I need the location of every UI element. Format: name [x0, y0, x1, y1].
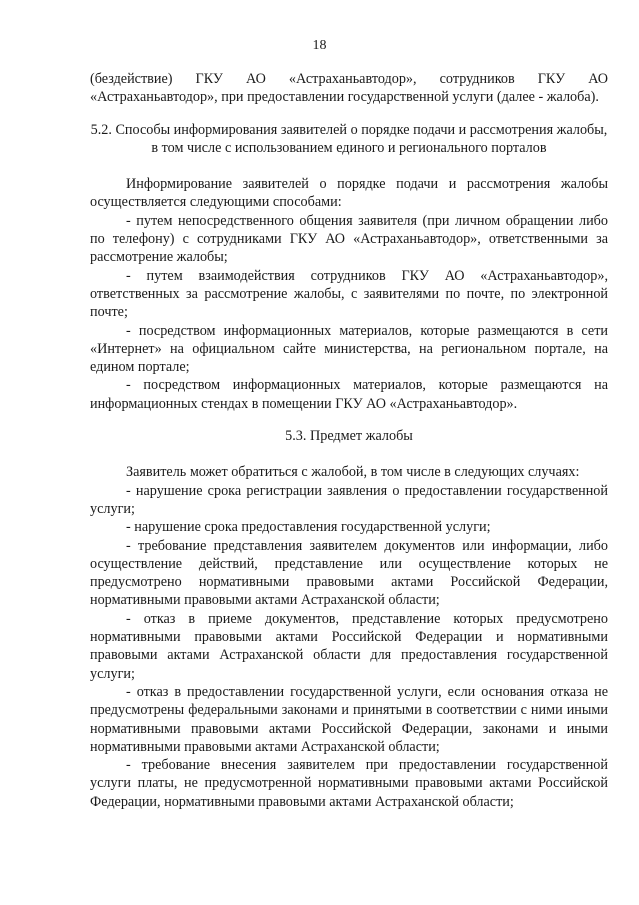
section-5-3-paragraph: - нарушение срока предоставления государственной услуги;: [126, 519, 491, 536]
section-5-2-heading: 5.2. Способы информирования заявителей о порядке подачи и рассмотрения жалобы, в том числе с использованием единого и регионального порталов: [90, 121, 608, 156]
section-5-3-paragraph: Заявитель может обратиться с жалобой, в том числе в следующих случаях:: [126, 464, 580, 481]
section-5-3-paragraph: - требование представления заявителем документов или информации, либо осуществление действий, представление или осуществление которых не предусмотрено нормативными правовыми актами Российской Федерации, нормативными правовыми актами Астраханской области;: [90, 537, 608, 609]
section-5-2-paragraph: - путем взаимодействия сотрудников ГКУ АО «Астраханьавтодор», ответственных за рассмотрение жалобы, с заявителями по почте, по электронной почте;: [90, 267, 608, 321]
document-body: [90, 70, 608, 811]
section-5-3-paragraph: - отказ в приеме документов, представление которых предусмотрено нормативными правовыми актами Российской Федерации и нормативными правовыми актами Астраханской области для предоставления государственной услуги;: [90, 610, 608, 682]
page-number: 18: [312, 38, 327, 53]
section-5-2-paragraph: - путем непосредственного общения заявителя (при личном обращении либо по телефону) с сотрудниками ГКУ АО «Астраханьавтодор», ответственными за рассмотрение жалобы;: [90, 212, 608, 266]
section-5-2-paragraph: - посредством информационных материалов, которые размещаются на информационных стендах в помещении ГКУ АО «Астраханьавтодор».: [90, 377, 608, 412]
intro-paragraph: (бездействие) ГКУ АО «Астраханьавтодор», сотрудников ГКУ АО «Астраханьавтодор», при предоставлении государственной услуги (далее - жалоба).: [90, 71, 608, 106]
section-5-2-paragraph: - посредством информационных материалов, которые размещаются в сети «Интернет» на официальном сайте министерства, на региональном портале, на едином портале;: [90, 322, 608, 376]
section-5-3-paragraph: - требование внесения заявителем при предоставлении государственной услуги платы, не предусмотренной нормативными правовыми актами Российской Федерации, нормативными правовыми актами Астраханской области;: [90, 757, 608, 810]
section-5-3-paragraph: - отказ в предоставлении государственной услуги, если основания отказа не предусмотрены федеральными законами и принятыми в соответствии с ними иными нормативными правовыми актами Российской Федерации, законами и иными нормативными правовыми актами Астраханской области;: [90, 683, 608, 755]
section-5-2-paragraph: Информирование заявителей о порядке подачи и рассмотрения жалобы осуществляется следующими способами:: [90, 176, 608, 211]
section-5-3-paragraph: - нарушение срока регистрации заявления о предоставлении государственной услуги;: [90, 482, 608, 517]
section-5-3-heading: 5.3. Предмет жалобы: [285, 428, 413, 445]
